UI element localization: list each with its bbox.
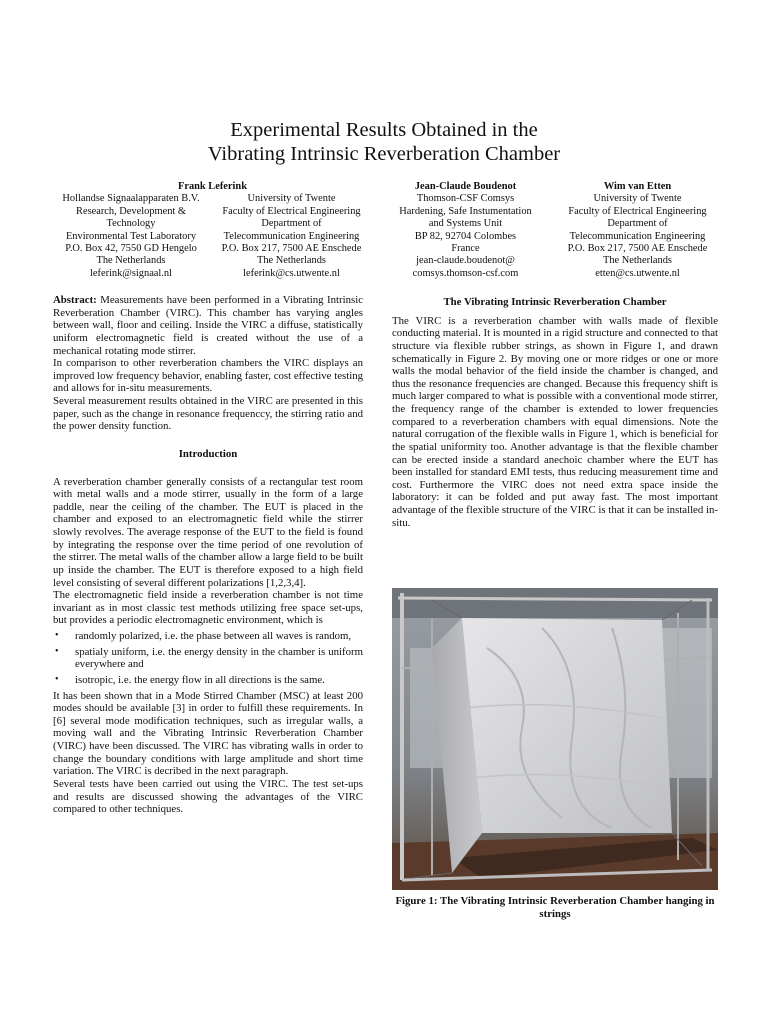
section-heading-introduction: Introduction	[178, 447, 238, 460]
author-van-etten	[553, 181, 722, 280]
intro-paragraph: Several tests have been carried out using the VIRC. The test set-ups and results are discussed showing the advantages of the VIRC compared to other techniques.	[53, 777, 363, 816]
affiliation-line: The Netherlands	[257, 255, 326, 267]
chamber-photo-illustration	[392, 588, 718, 890]
list-item-text: isotropic, i.e. the energy flow in all directions is the same.	[75, 673, 325, 686]
email: leferink@cs.utwente.nl	[243, 267, 340, 279]
abstract-paragraph: Several measurement results obtained in the VIRC are presented in this paper, such as the change in resonance frequenccy, the stirring ratio and the power density function.	[53, 395, 363, 433]
author-boudenot	[383, 181, 548, 280]
affiliation-signaal	[52, 193, 210, 280]
abstract-paragraph: In comparison to other reverberation chambers the VIRC displays an improved low frequency behavior, enabling faster, cost effective testing and allows for in-situ measurements.	[53, 357, 363, 395]
author-name: Jean-Claude Boudenot	[414, 181, 517, 192]
virc-paragraph: The VIRC is a reverberation chamber with walls made of flexible conducting material. It is mounted in a rigid structure and connected to that structure via flexible rubber strings, as shown in Figure 1, and drawn schematically in Figure 2. By moving one or more ridges or one or more walls the modal behavior of the field inside the chamber is changed, and thus the resonance frequencies are changed. Because this frequency shift is much larger compared to what is possible with a conventional mode stirrer, the frequency range of the chamber is extended to lower frequencies compared to a reverberation chambers with equal dimensions. Note the natural corrugation of the flexible walls in Figure 1, which is beneficial for the spatial uniformity too. Another advantage is that the flexible chamber can be erected inside a standard anechoic chamber where the EUT has been installed for standard EMI tests, thus reducing measurement time and cost. Furthermore the VIRC does not need extra space inside the laboratory: it can be folded and put away fast. The most important advantage of the flexible structure of the VIRC is that it can be installed in-situ.	[392, 314, 718, 529]
email: jean-claude.boudenot@	[416, 255, 515, 267]
abstract-paragraph	[53, 294, 363, 357]
affiliation-line: and Systems Unit	[428, 218, 503, 230]
affiliation-line: Faculty of Electrical Engineering	[568, 205, 707, 217]
affiliation-line: Technology	[106, 218, 156, 230]
affiliation-line: P.O. Box 217, 7500 AE Enschede	[567, 243, 708, 255]
abstract-text: Measurements have been performed in a Vibrating Intrinsic Reverberation Chamber (VIRC). This chamber has varying angles between wall, floor and ceiling. Inside the VIRC a diffuse, statistically uniform electromagnetic field is created without the use of a mechanical rotating mode stirrer.	[53, 294, 363, 357]
affiliation-twente	[210, 193, 373, 280]
affiliation-line: University of Twente	[593, 193, 682, 205]
list-item-text: spatialy uniform, i.e. the energy density in the chamber is uniform everywhere and	[75, 645, 363, 671]
affiliation-line: P.O. Box 217, 7500 AE Enschede	[221, 243, 362, 255]
figure-1-caption: Figure 1: The Vibrating Intrinsic Reverberation Chamber hanging in strings	[395, 895, 715, 920]
list-item	[53, 646, 363, 671]
affiliation-line: P.O. Box 42, 7550 GD Hengelo	[65, 243, 197, 255]
intro-paragraph: The electromagnetic field inside a reverberation chamber is not time invariant as in most classic test methods utilizing free space set-ups, but provides a periodic electromagnetic environment, which is	[53, 589, 363, 627]
email: etten@cs.utwente.nl	[595, 267, 680, 279]
affiliation-line: The Netherlands	[603, 255, 672, 267]
author-name: Wim van Etten	[603, 181, 672, 192]
chamber-front-wall	[462, 618, 672, 833]
property-list	[53, 630, 363, 687]
affiliation-line: Research, Development &	[76, 205, 186, 217]
affiliation-line: Faculty of Electrical Engineering	[222, 205, 361, 217]
title-line-2: Vibrating Intrinsic Reverberation Chamber	[207, 143, 561, 165]
email: comsys.thomson-csf.com	[412, 267, 519, 279]
left-column	[53, 294, 363, 816]
section-heading-virc: The Vibrating Intrinsic Reverberation Chamber	[443, 296, 667, 308]
affiliation-line: Telecommunication Engineering	[569, 230, 706, 242]
affiliation-line: France	[451, 243, 480, 255]
affiliation-line: BP 82, 92704 Colombes	[414, 230, 517, 242]
bullet-icon: •	[55, 645, 59, 657]
title-line-1: Experimental Results Obtained in the	[230, 119, 538, 141]
affiliation-line: Thomson-CSF Comsys	[416, 193, 515, 205]
bullet-icon: •	[55, 673, 59, 685]
affiliation-line: Environmental Test Laboratory	[65, 230, 197, 242]
abstract-label: Abstract:	[53, 294, 97, 306]
intro-paragraph: A reverberation chamber generally consists of a rectangular test room with metal walls and a mode stirrer, usually in the form of a large paddle, near the ceiling of the chamber. The EUT is placed in the chamber and exposed to an electromagnetic field while the stirrer slowly revolves. The average response of the EUT to the field is found by integrating the response over the time period of one revolution of the stirrer. The metal walls of the chamber allow a large field to be built up inside the chamber. The EUT is therefore exposed to a high field level consisting of several different polarizations [1,2,3,4].	[53, 475, 363, 589]
author-leferink	[52, 181, 373, 280]
affiliation-line: Hardening, Safe Instumentation	[399, 205, 532, 217]
bullet-icon: •	[55, 630, 59, 641]
affiliation-line: Department of	[607, 218, 668, 230]
affiliation-line: The Netherlands	[96, 255, 166, 267]
figure-1-photo	[392, 588, 718, 890]
intro-paragraph: It has been shown that in a Mode Stirred Chamber (MSC) at least 200 modes should be available [3] in order to fulfill these requirements. In [6] several mode modification techniques, such as irregular walls, a moving wall and the Vibrating Intrinsic Reverberation Chamber (VIRC) have been discussed. The VIRC has vibrating walls in order to change the boundary conditions with large amplitude and short time variation. The VIRC is decribed in the next paragraph.	[53, 689, 363, 778]
right-column	[392, 296, 718, 529]
email: leferink@signaal.nl	[90, 267, 172, 279]
affiliation-line: Department of	[261, 218, 322, 230]
author-name: Frank Leferink	[178, 181, 247, 192]
affiliation-line: University of Twente	[247, 193, 336, 205]
list-item	[53, 630, 363, 643]
list-item-text: randomly polarized, i.e. the phase between all waves is random,	[75, 630, 352, 642]
affiliation-line: Telecommunication Engineering	[223, 230, 360, 242]
list-item	[53, 674, 363, 687]
paper-title	[0, 118, 768, 166]
affiliation-line: Hollandse Signaalapparaten B.V.	[62, 193, 200, 205]
